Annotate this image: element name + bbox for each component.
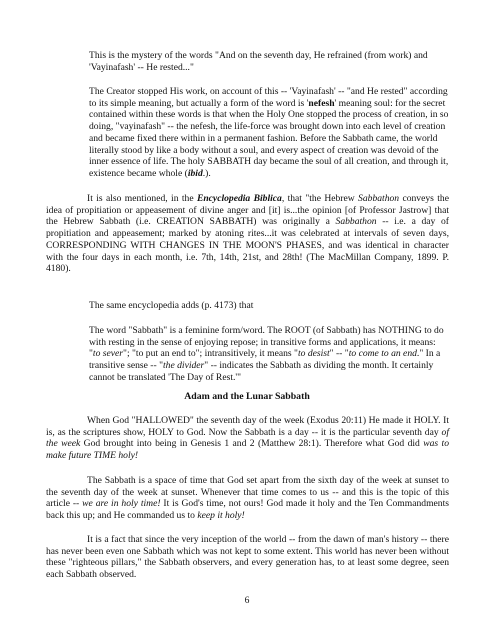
emphasis-text: the divider <box>162 360 205 372</box>
encyclopedia-title: Encyclopedia Biblica <box>196 193 282 204</box>
emphasis-text: we are in holy time! <box>82 498 161 510</box>
nefesh-term: nefesh <box>308 97 335 109</box>
ibid-reference: ibid <box>187 167 203 179</box>
paragraph-creator-stopped <box>89 86 449 180</box>
paragraph-encyclopedia-biblica <box>46 193 449 275</box>
paragraph-text: The Sabbath is a space of time that God set apart from the sixth day of the week at sunset to the seventh day of the week at sunset. Whenever that time comes to us -- and this is the topic of this article -- <box>46 475 449 510</box>
emphasis-text: to come to an end <box>348 348 417 360</box>
blockquote-word-sabbath <box>89 325 449 384</box>
emphasis-text: to desist <box>297 348 330 360</box>
emphasis-text: to sever <box>92 348 124 360</box>
paragraph-text: It is God's time, not ours! God made it holy and the Ten Commandments back this up; and He commanded us to <box>46 498 449 522</box>
section-heading: Adam and the Lunar Sabbath <box>184 391 310 402</box>
paragraph-text: " -- indicates the Sabbath as dividing the month. It certainly cannot be translated 'The Day of Rest.'" <box>89 360 434 383</box>
paragraph-text: This is the mystery of the words "And on the seventh day, He refrained (from work) and 'Vayinafash' -- He rested..." <box>89 50 428 73</box>
emphasis-text: was to make future TIME holy! <box>46 438 450 462</box>
paragraph-text: .). <box>202 167 211 179</box>
paragraph-text: God brought into being in Genesis 1 and 2 (Matthew 28:1). Therefore what God did <box>80 438 424 450</box>
paragraph-text: The same encyclopedia adds (p. 4173) that <box>89 300 254 311</box>
paragraph-mystery-quote <box>89 50 449 73</box>
paragraph-text: It is also mentioned, in the <box>87 193 197 204</box>
paragraph-text: conveys the idea of propitiation or appeasement of divine anger and [it] is...the opinion [of Professor Jastrow] that the Hebrew Sabbath (i.e. CREATION SABBATH) was originally a <box>46 193 449 228</box>
paragraph-text: The word "Sabbath" is a feminine form/word. The ROOT (of Sabbath) has NOTHING to do with resting in the sense of enjoying repose; in transitive forms and applications, it means: " <box>89 325 444 360</box>
emphasis-text: keep it holy! <box>197 510 245 522</box>
paragraph-text: , that "the Hebrew <box>281 193 359 204</box>
emphasis-text: of the week <box>46 426 449 450</box>
paragraph-text: It is a fact that since the very inception of the world -- from the dawn of man's history -- there has never been even one Sabbath which was not kept to some extent. This world has never been without these "righteous pillars," the Sabbath observers, and every generation has, to at least some degree, seen each Sabbath observed. <box>46 534 449 581</box>
paragraph-text: The Creator stopped His work, on account of this -- 'Vayinafash' -- "and He rested" according to its simple meaning, but actually a form of the word is ' <box>89 86 448 109</box>
paragraph-text: When God "HALLOWED" the seventh day of the week (Exodus 20:11) He made it HOLY. It is, as the scriptures show, HOLY to God. Now the Sabbath is a day -- it is the particular seventh day <box>46 415 449 438</box>
paragraph-text: ." In a transitive sense -- " <box>89 348 441 372</box>
paragraph-hallowed <box>46 415 449 462</box>
paragraph-text: ' meaning soul: for the secret contained within these words is that when the Holy One stopped the process of creation, in so doing, "vayinafash" -- the nefesh, the life-force was brought down into each level of creation and became fixed there within in a permanent fashion. Before the Sabbath came, the world literally stood by like a body without a soul, and every aspect of creation was devoid of the inner essence of life. The holy SABBATH day became the soul of all creation, and through it, existence became whole ( <box>89 97 449 179</box>
paragraph-text: -- i.e. a day of propitiation and appeasement; marked by atoning rites...it was celebrated at intervals of seven days, CORRESPONDING WITH CHANGES IN THE MOON'S PHASES, and was identical in character with the four days in each month, i.e. 7th, 14th, 21st, and 28th! (The MacMillan Company, 1899. P. 4180). <box>46 216 449 275</box>
paragraph-text: " -- " <box>329 348 349 360</box>
paragraph-righteous-pillars <box>46 534 449 581</box>
paragraph-space-of-time <box>46 475 449 522</box>
paragraph-encyclopedia-adds <box>89 300 449 312</box>
page-number: 6 <box>244 595 250 606</box>
sabbathon-term: Sabbathon <box>358 193 400 204</box>
paragraph-text: "; "to put an end to"; intransitively, it means " <box>123 348 298 360</box>
sabbathon-term: Sabbathon <box>335 216 377 228</box>
